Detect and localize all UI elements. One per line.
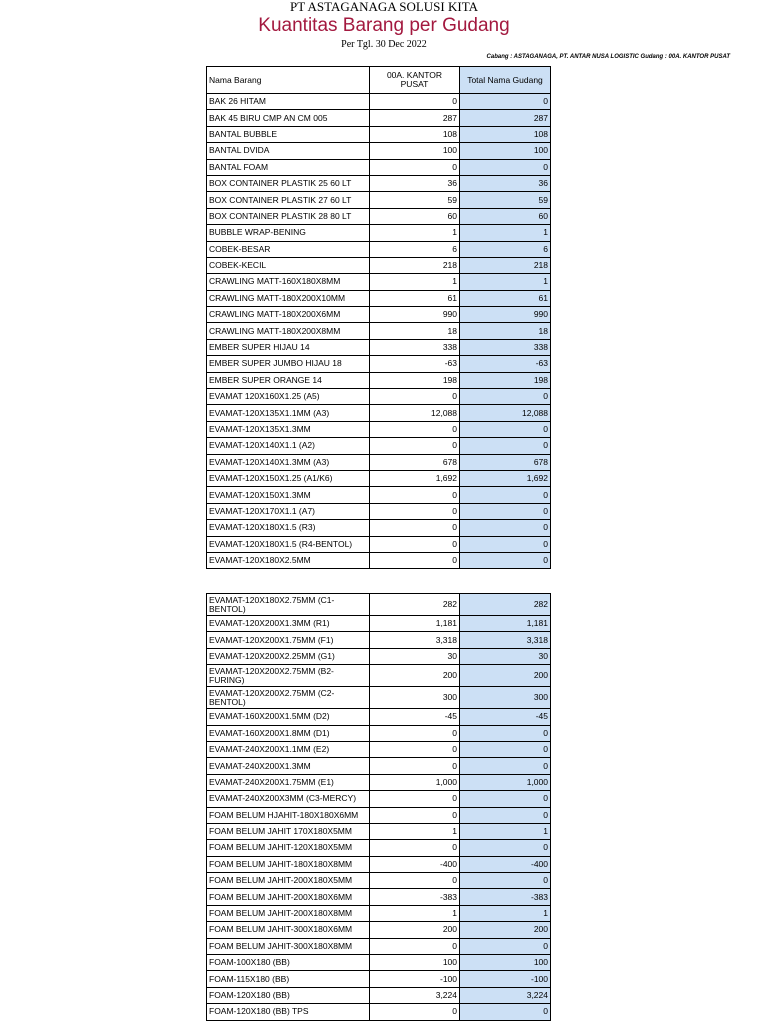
total-qty-cell: 0 [460, 725, 551, 741]
total-qty-cell: 200 [460, 665, 551, 687]
table-row [207, 856, 551, 872]
inventory-table-2 [206, 593, 551, 1021]
total-qty-cell: 0 [460, 552, 551, 568]
table-row [207, 665, 551, 687]
total-qty-cell: 0 [460, 741, 551, 757]
total-qty-cell: 30 [460, 648, 551, 664]
table-row [207, 905, 551, 921]
gudang-qty-cell: 60 [370, 208, 460, 224]
gudang-qty-cell: 61 [370, 290, 460, 306]
total-qty-cell: 200 [460, 922, 551, 938]
table-row [207, 594, 551, 616]
item-name-cell: FOAM BELUM JAHIT-200X180X8MM [207, 905, 370, 921]
total-qty-cell: 0 [460, 938, 551, 954]
item-name-cell: FOAM-115X180 (BB) [207, 971, 370, 987]
table-row [207, 536, 551, 552]
gudang-qty-cell: 300 [370, 687, 460, 709]
gudang-qty-cell: 0 [370, 503, 460, 519]
table-header-row [207, 67, 551, 94]
gudang-qty-cell: 0 [370, 758, 460, 774]
gudang-qty-cell: 1 [370, 274, 460, 290]
gudang-qty-cell: 0 [370, 791, 460, 807]
gudang-qty-cell: 218 [370, 257, 460, 273]
gudang-qty-cell: 1,692 [370, 470, 460, 486]
total-qty-cell: 61 [460, 290, 551, 306]
gudang-qty-cell: -45 [370, 709, 460, 725]
item-name-cell: BANTAL BUBBLE [207, 126, 370, 142]
item-name-cell: FOAM BELUM JAHIT-200X180X6MM [207, 889, 370, 905]
item-name-cell: EVAMAT-120X200X2.75MM (C2-BENTOL) [207, 687, 370, 709]
report-date: Per Tgl. 30 Dec 2022 [341, 39, 427, 50]
gudang-qty-cell: 0 [370, 725, 460, 741]
item-name-cell: EVAMAT-120X135X1.3MM [207, 421, 370, 437]
total-qty-cell: 218 [460, 257, 551, 273]
item-name-cell: FOAM BELUM JAHIT-300X180X6MM [207, 922, 370, 938]
gudang-qty-cell: 200 [370, 665, 460, 687]
total-qty-cell: 0 [460, 873, 551, 889]
table-row [207, 454, 551, 470]
gudang-qty-cell: 678 [370, 454, 460, 470]
item-name-cell: FOAM BELUM JAHIT-120X180X5MM [207, 840, 370, 856]
item-name-cell: FOAM-120X180 (BB) TPS [207, 1004, 370, 1020]
item-name-cell: FOAM BELUM JAHIT-300X180X8MM [207, 938, 370, 954]
gudang-qty-cell: 0 [370, 807, 460, 823]
total-qty-cell: 282 [460, 594, 551, 616]
total-qty-cell: 59 [460, 192, 551, 208]
item-name-cell: EVAMAT-240X200X1.3MM [207, 758, 370, 774]
table-row [207, 290, 551, 306]
table-row [207, 503, 551, 519]
total-qty-cell: 0 [460, 94, 551, 110]
item-name-cell: BANTAL FOAM [207, 159, 370, 175]
total-qty-cell: 1 [460, 823, 551, 839]
table-row [207, 339, 551, 355]
table-row [207, 987, 551, 1003]
gudang-qty-cell: 0 [370, 1004, 460, 1020]
column-header-name: Nama Barang [207, 67, 370, 94]
gudang-qty-cell: 0 [370, 552, 460, 568]
table-row [207, 126, 551, 142]
gudang-qty-cell: 0 [370, 520, 460, 536]
table-row [207, 938, 551, 954]
table-row [207, 307, 551, 323]
item-name-cell: EVAMAT-160X200X1.8MM (D1) [207, 725, 370, 741]
table-row [207, 94, 551, 110]
table-row [207, 208, 551, 224]
table-row [207, 725, 551, 741]
item-name-cell: FOAM BELUM HJAHIT-180X180X6MM [207, 807, 370, 823]
gudang-qty-cell: 1 [370, 823, 460, 839]
gudang-qty-cell: 1,000 [370, 774, 460, 790]
item-name-cell: EVAMAT-120X200X2.75MM (B2-FURING) [207, 665, 370, 687]
table-row [207, 632, 551, 648]
table-row [207, 323, 551, 339]
item-name-cell: BAK 45 BIRU CMP AN CM 005 [207, 110, 370, 126]
table-row [207, 372, 551, 388]
total-qty-cell: -45 [460, 709, 551, 725]
item-name-cell: FOAM BELUM JAHIT-180X180X8MM [207, 856, 370, 872]
table-row [207, 438, 551, 454]
total-qty-cell: 1,181 [460, 616, 551, 632]
total-qty-cell: 0 [460, 791, 551, 807]
gudang-qty-cell: 1,181 [370, 616, 460, 632]
inventory-table-1 [206, 66, 551, 569]
item-name-cell: BOX CONTAINER PLASTIK 25 60 LT [207, 175, 370, 191]
total-qty-cell: 0 [460, 536, 551, 552]
table-row [207, 1004, 551, 1020]
total-qty-cell: 100 [460, 955, 551, 971]
total-qty-cell: 1 [460, 274, 551, 290]
gudang-qty-cell: 3,224 [370, 987, 460, 1003]
total-qty-cell: 0 [460, 438, 551, 454]
item-name-cell: BANTAL DVIDA [207, 143, 370, 159]
gudang-qty-cell: -63 [370, 356, 460, 372]
table-row [207, 110, 551, 126]
table-row [207, 873, 551, 889]
item-name-cell: EVAMAT-120X180X2.75MM (C1-BENTOL) [207, 594, 370, 616]
total-qty-cell: -383 [460, 889, 551, 905]
item-name-cell: EVAMAT-240X200X1.1MM (E2) [207, 741, 370, 757]
total-qty-cell: 18 [460, 323, 551, 339]
table-row [207, 758, 551, 774]
gudang-qty-cell: 282 [370, 594, 460, 616]
item-name-cell: EVAMAT-120X135X1.1MM (A3) [207, 405, 370, 421]
table-row [207, 405, 551, 421]
gudang-qty-cell: 0 [370, 159, 460, 175]
item-name-cell: EVAMAT-240X200X3MM (C3-MERCY) [207, 791, 370, 807]
item-name-cell: EVAMAT-120X150X1.3MM [207, 487, 370, 503]
gudang-qty-cell: 0 [370, 438, 460, 454]
gudang-qty-cell: 0 [370, 741, 460, 757]
table-row [207, 552, 551, 568]
gudang-qty-cell: 1 [370, 225, 460, 241]
total-qty-cell: 287 [460, 110, 551, 126]
table-row [207, 807, 551, 823]
gudang-qty-cell: 36 [370, 175, 460, 191]
total-qty-cell: 198 [460, 372, 551, 388]
gudang-qty-cell: 12,088 [370, 405, 460, 421]
table-row [207, 520, 551, 536]
item-name-cell: BAK 26 HITAM [207, 94, 370, 110]
item-name-cell: EVAMAT 120X160X1.25 (A5) [207, 389, 370, 405]
item-name-cell: COBEK-BESAR [207, 241, 370, 257]
column-header-total: Total Nama Gudang [460, 67, 551, 94]
table-row [207, 971, 551, 987]
gudang-qty-cell: 0 [370, 938, 460, 954]
gudang-qty-cell: 0 [370, 840, 460, 856]
total-qty-cell: 6 [460, 241, 551, 257]
total-qty-cell: 0 [460, 159, 551, 175]
item-name-cell: EVAMAT-120X200X1.3MM (R1) [207, 616, 370, 632]
table-row [207, 241, 551, 257]
total-qty-cell: 1,000 [460, 774, 551, 790]
item-name-cell: FOAM-100X180 (BB) [207, 955, 370, 971]
table-row [207, 159, 551, 175]
company-name: PT ASTAGANAGA SOLUSI KITA [290, 0, 478, 14]
gudang-qty-cell: -383 [370, 889, 460, 905]
gudang-qty-cell: 0 [370, 873, 460, 889]
total-qty-cell: 990 [460, 307, 551, 323]
gudang-qty-cell: 30 [370, 648, 460, 664]
item-name-cell: FOAM BELUM JAHIT-200X180X5MM [207, 873, 370, 889]
item-name-cell: CRAWLING MATT-160X180X8MM [207, 274, 370, 290]
total-qty-cell: 0 [460, 840, 551, 856]
item-name-cell: EMBER SUPER ORANGE 14 [207, 372, 370, 388]
table-row [207, 257, 551, 273]
table-row [207, 774, 551, 790]
gudang-qty-cell: 1 [370, 905, 460, 921]
table-row [207, 791, 551, 807]
gudang-qty-cell: 3,318 [370, 632, 460, 648]
item-name-cell: EVAMAT-240X200X1.75MM (E1) [207, 774, 370, 790]
total-qty-cell: 0 [460, 758, 551, 774]
total-qty-cell: 0 [460, 503, 551, 519]
gudang-qty-cell: 338 [370, 339, 460, 355]
gudang-qty-cell: 100 [370, 955, 460, 971]
total-qty-cell: 12,088 [460, 405, 551, 421]
gudang-qty-cell: 18 [370, 323, 460, 339]
total-qty-cell: 3,318 [460, 632, 551, 648]
gudang-qty-cell: 59 [370, 192, 460, 208]
gudang-qty-cell: 0 [370, 389, 460, 405]
total-qty-cell: 100 [460, 143, 551, 159]
total-qty-cell: 3,224 [460, 987, 551, 1003]
table-row [207, 175, 551, 191]
table-row [207, 421, 551, 437]
item-name-cell: BOX CONTAINER PLASTIK 28 80 LT [207, 208, 370, 224]
table-row [207, 709, 551, 725]
gudang-qty-cell: 990 [370, 307, 460, 323]
table-row [207, 616, 551, 632]
item-name-cell: EMBER SUPER HIJAU 14 [207, 339, 370, 355]
total-qty-cell: 108 [460, 126, 551, 142]
table-row [207, 274, 551, 290]
item-name-cell: COBEK-KECIL [207, 257, 370, 273]
total-qty-cell: 0 [460, 421, 551, 437]
total-qty-cell: 0 [460, 389, 551, 405]
total-qty-cell: 1 [460, 905, 551, 921]
report-title: Kuantitas Barang per Gudang [258, 15, 510, 36]
table-row [207, 922, 551, 938]
total-qty-cell: 0 [460, 520, 551, 536]
item-name-cell: EVAMAT-120X140X1.1 (A2) [207, 438, 370, 454]
table-row [207, 192, 551, 208]
table-row [207, 487, 551, 503]
item-name-cell: FOAM BELUM JAHIT 170X180X5MM [207, 823, 370, 839]
total-qty-cell: -100 [460, 971, 551, 987]
total-qty-cell: 1,692 [460, 470, 551, 486]
gudang-qty-cell: -400 [370, 856, 460, 872]
table-row [207, 823, 551, 839]
gudang-qty-cell: -100 [370, 971, 460, 987]
table-row [207, 356, 551, 372]
total-qty-cell: -400 [460, 856, 551, 872]
item-name-cell: EVAMAT-120X180X1.5 (R4-BENTOL) [207, 536, 370, 552]
gudang-qty-cell: 0 [370, 536, 460, 552]
item-name-cell: CRAWLING MATT-180X200X10MM [207, 290, 370, 306]
table-row [207, 143, 551, 159]
item-name-cell: EVAMAT-120X150X1.25 (A1/K6) [207, 470, 370, 486]
total-qty-cell: 36 [460, 175, 551, 191]
gudang-qty-cell: 0 [370, 421, 460, 437]
item-name-cell: EVAMAT-120X200X2.25MM (G1) [207, 648, 370, 664]
total-qty-cell: 60 [460, 208, 551, 224]
total-qty-cell: 338 [460, 339, 551, 355]
table-row [207, 741, 551, 757]
total-qty-cell: 0 [460, 807, 551, 823]
table-row [207, 470, 551, 486]
item-name-cell: EVAMAT-160X200X1.5MM (D2) [207, 709, 370, 725]
item-name-cell: EVAMAT-120X140X1.3MM (A3) [207, 454, 370, 470]
table-row [207, 840, 551, 856]
table-row [207, 687, 551, 709]
total-qty-cell: 678 [460, 454, 551, 470]
gudang-qty-cell: 287 [370, 110, 460, 126]
gudang-qty-cell: 100 [370, 143, 460, 159]
column-header-gudang: 00A. KANTOR PUSAT [370, 67, 460, 94]
item-name-cell: BOX CONTAINER PLASTIK 27 60 LT [207, 192, 370, 208]
table-row [207, 225, 551, 241]
table-row [207, 955, 551, 971]
table-row [207, 889, 551, 905]
total-qty-cell: -63 [460, 356, 551, 372]
gudang-qty-cell: 0 [370, 94, 460, 110]
report-filter: Cabang : ASTAGANAGA, PT. ANTAR NUSA LOGISTIC Gudang : 00A. KANTOR PUSAT [486, 54, 730, 60]
item-name-cell: EVAMAT-120X180X1.5 (R3) [207, 520, 370, 536]
total-qty-cell: 0 [460, 487, 551, 503]
gudang-qty-cell: 198 [370, 372, 460, 388]
item-name-cell: FOAM-120X180 (BB) [207, 987, 370, 1003]
item-name-cell: EVAMAT-120X200X1.75MM (F1) [207, 632, 370, 648]
item-name-cell: EVAMAT-120X180X2.5MM [207, 552, 370, 568]
gudang-qty-cell: 0 [370, 487, 460, 503]
item-name-cell: EMBER SUPER JUMBO HIJAU 18 [207, 356, 370, 372]
total-qty-cell: 1 [460, 225, 551, 241]
gudang-qty-cell: 200 [370, 922, 460, 938]
table-row [207, 389, 551, 405]
total-qty-cell: 300 [460, 687, 551, 709]
gudang-qty-cell: 108 [370, 126, 460, 142]
gudang-qty-cell: 6 [370, 241, 460, 257]
item-name-cell: CRAWLING MATT-180X200X8MM [207, 323, 370, 339]
item-name-cell: BUBBLE WRAP-BENING [207, 225, 370, 241]
total-qty-cell: 0 [460, 1004, 551, 1020]
item-name-cell: EVAMAT-120X170X1.1 (A7) [207, 503, 370, 519]
item-name-cell: CRAWLING MATT-180X200X6MM [207, 307, 370, 323]
table-row [207, 648, 551, 664]
